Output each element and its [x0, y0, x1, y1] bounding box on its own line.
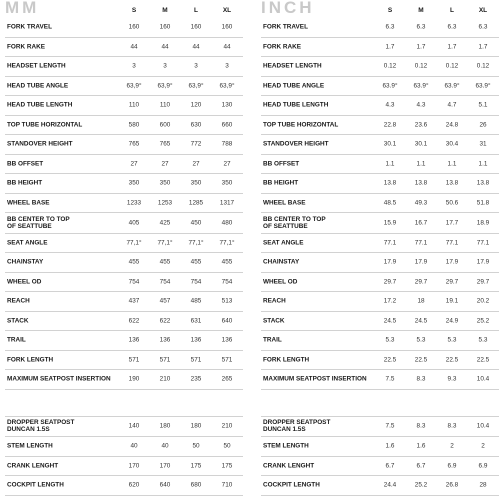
cell-value: 765: [128, 140, 140, 148]
cell-value: 180: [190, 422, 202, 430]
table-row: [5, 234, 243, 254]
cell-value: 136: [190, 336, 202, 344]
cell-value: 1233: [126, 199, 142, 207]
cell-value: 1.7: [478, 43, 488, 51]
cell-value: 63,9°: [157, 82, 173, 90]
row-label: FORK RAKE: [263, 43, 301, 51]
section-divider: [5, 390, 243, 417]
cell-value: 10.4: [476, 422, 490, 430]
cell-value: 455: [190, 258, 202, 266]
cell-value: 631: [190, 317, 202, 325]
cell-value: 3: [163, 62, 167, 70]
table-row: [5, 370, 243, 390]
cell-value: 17.7: [445, 219, 459, 227]
cell-value: 25.2: [476, 317, 490, 325]
cell-value: 24.4: [383, 481, 397, 489]
size-column-header: S: [131, 7, 137, 14]
cell-value: 513: [221, 297, 233, 305]
cell-value: 660: [221, 121, 233, 129]
row-label: BB HEIGHT: [263, 179, 299, 187]
cell-value: 63.9°: [475, 82, 491, 90]
cell-value: 571: [128, 356, 140, 364]
row-label: MAXIMUM SEATPOST INSERTION: [7, 375, 111, 383]
cell-value: 16.7: [414, 219, 428, 227]
row-label: WHEEL OD: [263, 278, 298, 286]
cell-value: 1.6: [416, 442, 426, 450]
table-row: [5, 437, 243, 457]
table-row: [5, 292, 243, 312]
cell-value: 29.7: [414, 278, 428, 286]
row-label: REACH: [263, 297, 286, 305]
cell-value: 49.3: [414, 199, 428, 207]
cell-value: 0.12: [445, 62, 459, 70]
cell-value: 571: [221, 356, 233, 364]
unit-title: MM: [5, 0, 40, 17]
cell-value: 1.1: [385, 160, 395, 168]
table-row: [5, 18, 243, 38]
size-column-header: L: [450, 7, 454, 14]
cell-value: 40: [161, 442, 169, 450]
cell-value: 136: [159, 336, 171, 344]
table-row: [261, 457, 499, 477]
cell-value: 235: [190, 375, 202, 383]
cell-value: 140: [128, 422, 140, 430]
cell-value: 13.8: [445, 179, 459, 187]
cell-value: 2: [450, 442, 454, 450]
cell-value: 455: [159, 258, 171, 266]
cell-value: 4.3: [385, 101, 395, 109]
table-row: [5, 476, 243, 496]
cell-value: 17.9: [414, 258, 428, 266]
mm-geometry-table: [5, 0, 243, 496]
cell-value: 772: [190, 140, 202, 148]
row-label: WHEEL BASE: [263, 199, 306, 207]
row-label: CHAINSTAY: [263, 258, 300, 266]
table-row: [261, 116, 499, 136]
row-label: STEM LENGTH: [7, 442, 53, 450]
size-column-header: S: [387, 7, 393, 14]
table-row: [5, 96, 243, 116]
row-label: HEAD TUBE LENGTH: [263, 101, 329, 109]
cell-value: 27: [161, 160, 169, 168]
row-label: COCKPIT LENGTH: [7, 481, 64, 489]
cell-value: 5.3: [478, 336, 488, 344]
cell-value: 485: [190, 297, 202, 305]
row-label: DROPPER SEATPOST DUNCAN 1.5S: [263, 419, 331, 434]
cell-value: 640: [221, 317, 233, 325]
inch-geometry-table: [261, 0, 499, 496]
cell-value: 405: [128, 219, 140, 227]
row-label: WHEEL BASE: [7, 199, 50, 207]
cell-value: 63,9°: [219, 82, 235, 90]
table-row: [261, 174, 499, 194]
cell-value: 788: [221, 140, 233, 148]
table-row: [261, 194, 499, 214]
table-row: [5, 77, 243, 97]
table-row: [5, 457, 243, 477]
cell-value: 571: [159, 356, 171, 364]
table-row: [261, 155, 499, 175]
table-row: [261, 77, 499, 97]
cell-value: 48.5: [383, 199, 397, 207]
cell-value: 754: [128, 278, 140, 286]
cell-value: 27: [192, 160, 200, 168]
cell-value: 63,9°: [126, 82, 142, 90]
cell-value: 120: [190, 101, 202, 109]
row-label: HEAD TUBE ANGLE: [263, 82, 325, 90]
row-label: REACH: [7, 297, 30, 305]
cell-value: 30.1: [383, 140, 397, 148]
size-column-header: XL: [222, 7, 232, 14]
row-label: TRAIL: [263, 336, 282, 344]
cell-value: 63.9°: [413, 82, 429, 90]
cell-value: 350: [221, 179, 233, 187]
cell-value: 50.6: [445, 199, 459, 207]
cell-value: 29.7: [383, 278, 397, 286]
cell-value: 2: [481, 442, 485, 450]
cell-value: 77.1: [476, 239, 490, 247]
row-label: BB HEIGHT: [7, 179, 43, 187]
row-label: STEM LENGTH: [263, 442, 309, 450]
cell-value: 210: [159, 375, 171, 383]
size-column-header: M: [418, 7, 424, 14]
cell-value: 136: [128, 336, 140, 344]
row-label: FORK LENGTH: [263, 356, 310, 364]
table-row: [5, 213, 243, 234]
cell-value: 19.1: [445, 297, 459, 305]
cell-value: 13.8: [414, 179, 428, 187]
table-row: [5, 417, 243, 438]
cell-value: 77.1: [414, 239, 428, 247]
table-row: [5, 351, 243, 371]
cell-value: 63,9°: [188, 82, 204, 90]
cell-value: 6.3: [416, 23, 426, 31]
row-label: SEAT ANGLE: [7, 239, 48, 247]
cell-value: 77,1°: [157, 239, 173, 247]
section-divider: [261, 390, 499, 417]
cell-value: 77,1°: [188, 239, 204, 247]
table-row: [261, 331, 499, 351]
row-label: CRANK LENGHT: [263, 462, 315, 470]
table-row: [261, 292, 499, 312]
table-row: [261, 96, 499, 116]
row-label: CHAINSTAY: [7, 258, 44, 266]
cell-value: 455: [128, 258, 140, 266]
cell-value: 620: [128, 481, 140, 489]
cell-value: 24.9: [445, 317, 459, 325]
cell-value: 580: [128, 121, 140, 129]
cell-value: 29.7: [476, 278, 490, 286]
cell-value: 175: [221, 462, 233, 470]
cell-value: 6.7: [385, 462, 395, 470]
row-label: FORK LENGTH: [7, 356, 54, 364]
cell-value: 1.1: [478, 160, 488, 168]
cell-value: 26: [479, 121, 487, 129]
cell-value: 51.8: [476, 199, 490, 207]
table-row: [261, 476, 499, 496]
cell-value: 13.8: [383, 179, 397, 187]
table-header: [5, 0, 243, 18]
row-label: BB OFFSET: [263, 160, 300, 168]
cell-value: 3: [132, 62, 136, 70]
cell-value: 0.12: [414, 62, 428, 70]
row-label: FORK TRAVEL: [7, 23, 52, 31]
cell-value: 170: [159, 462, 171, 470]
size-column-header: XL: [478, 7, 488, 14]
row-label: BB CENTER TO TOP OF SEATTUBE: [7, 215, 70, 230]
cell-value: 1.7: [416, 43, 426, 51]
cell-value: 0.12: [476, 62, 490, 70]
cell-value: 210: [221, 422, 233, 430]
cell-value: 110: [128, 101, 140, 109]
row-label: STANDOVER HEIGHT: [7, 140, 73, 148]
cell-value: 3: [225, 62, 229, 70]
cell-value: 40: [130, 442, 138, 450]
cell-value: 18.9: [476, 219, 490, 227]
cell-value: 190: [128, 375, 140, 383]
cell-value: 44: [130, 43, 138, 51]
row-label: CRANK LENGHT: [7, 462, 59, 470]
cell-value: 13.8: [476, 179, 490, 187]
table-row: [261, 234, 499, 254]
cell-value: 6.3: [478, 23, 488, 31]
table-row: [5, 57, 243, 77]
cell-value: 77,1°: [219, 239, 235, 247]
table-row: [261, 351, 499, 371]
cell-value: 350: [190, 179, 202, 187]
row-label: HEAD TUBE LENGTH: [7, 101, 73, 109]
table-row: [261, 213, 499, 234]
row-label: FORK RAKE: [7, 43, 45, 51]
cell-value: 160: [190, 23, 202, 31]
row-label: HEAD TUBE ANGLE: [7, 82, 69, 90]
cell-value: 77.1: [445, 239, 459, 247]
cell-value: 9.3: [447, 375, 457, 383]
cell-value: 160: [221, 23, 233, 31]
cell-value: 30.1: [414, 140, 428, 148]
cell-value: 350: [159, 179, 171, 187]
cell-value: 571: [190, 356, 202, 364]
cell-value: 63.9°: [382, 82, 398, 90]
cell-value: 622: [128, 317, 140, 325]
table-row: [5, 194, 243, 214]
cell-value: 5.1: [478, 101, 488, 109]
cell-value: 1.1: [447, 160, 457, 168]
cell-value: 22.5: [476, 356, 490, 364]
table-row: [5, 273, 243, 293]
cell-value: 457: [159, 297, 171, 305]
cell-value: 31: [479, 140, 487, 148]
cell-value: 455: [221, 258, 233, 266]
cell-value: 27: [223, 160, 231, 168]
table-row: [5, 174, 243, 194]
cell-value: 754: [221, 278, 233, 286]
cell-value: 1253: [157, 199, 173, 207]
cell-value: 265: [221, 375, 233, 383]
table-row: [261, 370, 499, 390]
cell-value: 6.7: [416, 462, 426, 470]
cell-value: 25.2: [414, 481, 428, 489]
row-label: TOP TUBE HORIZONTAL: [263, 121, 339, 129]
cell-value: 77,1°: [126, 239, 142, 247]
cell-value: 1.6: [385, 442, 395, 450]
cell-value: 50: [192, 442, 200, 450]
cell-value: 30.4: [445, 140, 459, 148]
cell-value: 765: [159, 140, 171, 148]
cell-value: 44: [192, 43, 200, 51]
cell-value: 754: [159, 278, 171, 286]
table-row: [5, 135, 243, 155]
cell-value: 450: [190, 219, 202, 227]
row-label: DROPPER SEATPOST DUNCAN 1.5S: [7, 419, 75, 434]
cell-value: 29.7: [445, 278, 459, 286]
row-label: STACK: [7, 317, 29, 325]
row-label: MAXIMUM SEATPOST INSERTION: [263, 375, 367, 383]
row-label: STACK: [263, 317, 285, 325]
cell-value: 22.8: [383, 121, 397, 129]
cell-value: 5.3: [447, 336, 457, 344]
cell-value: 27: [130, 160, 138, 168]
cell-value: 6.3: [447, 23, 457, 31]
table-row: [261, 437, 499, 457]
cell-value: 6.9: [478, 462, 488, 470]
cell-value: 20.2: [476, 297, 490, 305]
cell-value: 23.6: [414, 121, 428, 129]
cell-value: 170: [128, 462, 140, 470]
row-label: BB OFFSET: [7, 160, 44, 168]
cell-value: 10.4: [476, 375, 490, 383]
row-label: COCKPIT LENGTH: [263, 481, 320, 489]
cell-value: 710: [221, 481, 233, 489]
table-row: [261, 18, 499, 38]
cell-value: 50: [223, 442, 231, 450]
row-label: TOP TUBE HORIZONTAL: [7, 121, 83, 129]
table-row: [261, 253, 499, 273]
cell-value: 1.7: [385, 43, 395, 51]
cell-value: 160: [159, 23, 171, 31]
cell-value: 437: [128, 297, 140, 305]
table-row: [5, 253, 243, 273]
table-header: [261, 0, 499, 18]
cell-value: 175: [190, 462, 202, 470]
cell-value: 7.5: [385, 375, 395, 383]
cell-value: 180: [159, 422, 171, 430]
cell-value: 754: [190, 278, 202, 286]
cell-value: 15.9: [383, 219, 397, 227]
cell-value: 63.9°: [444, 82, 460, 90]
cell-value: 1285: [188, 199, 204, 207]
row-label: STANDOVER HEIGHT: [263, 140, 329, 148]
row-label: WHEEL OD: [7, 278, 42, 286]
cell-value: 350: [128, 179, 140, 187]
table-row: [5, 155, 243, 175]
cell-value: 8.3: [447, 422, 457, 430]
cell-value: 630: [190, 121, 202, 129]
cell-value: 5.3: [416, 336, 426, 344]
cell-value: 136: [221, 336, 233, 344]
cell-value: 44: [223, 43, 231, 51]
row-label: HEADSET LENGTH: [263, 62, 322, 70]
cell-value: 5.3: [385, 336, 395, 344]
row-label: HEADSET LENGTH: [7, 62, 66, 70]
cell-value: 44: [161, 43, 169, 51]
cell-value: 22.5: [414, 356, 428, 364]
cell-value: 0.12: [383, 62, 397, 70]
table-row: [5, 312, 243, 332]
size-column-header: M: [162, 7, 168, 14]
cell-value: 6.3: [385, 23, 395, 31]
table-row: [261, 273, 499, 293]
cell-value: 680: [190, 481, 202, 489]
table-row: [261, 57, 499, 77]
cell-value: 24.8: [445, 121, 459, 129]
row-label: BB CENTER TO TOP OF SEATTUBE: [263, 215, 326, 230]
cell-value: 17.9: [383, 258, 397, 266]
cell-value: 24.5: [414, 317, 428, 325]
table-row: [261, 417, 499, 438]
cell-value: 640: [159, 481, 171, 489]
cell-value: 160: [128, 23, 140, 31]
size-column-header: L: [194, 7, 198, 14]
cell-value: 480: [221, 219, 233, 227]
cell-value: 110: [159, 101, 171, 109]
cell-value: 18: [417, 297, 425, 305]
cell-value: 26.8: [445, 481, 459, 489]
cell-value: 8.3: [416, 375, 426, 383]
cell-value: 22.5: [383, 356, 397, 364]
cell-value: 3: [194, 62, 198, 70]
table-row: [261, 135, 499, 155]
cell-value: 17.2: [383, 297, 397, 305]
row-label: TRAIL: [7, 336, 26, 344]
cell-value: 22.5: [445, 356, 459, 364]
cell-value: 6.9: [447, 462, 457, 470]
table-row: [5, 116, 243, 136]
cell-value: 130: [221, 101, 233, 109]
cell-value: 4.3: [416, 101, 426, 109]
cell-value: 24.5: [383, 317, 397, 325]
table-row: [5, 331, 243, 351]
row-label: SEAT ANGLE: [263, 239, 304, 247]
unit-title: INCH: [261, 0, 315, 17]
table-row: [261, 38, 499, 58]
cell-value: 1.7: [447, 43, 457, 51]
row-label: FORK TRAVEL: [263, 23, 308, 31]
cell-value: 1317: [219, 199, 235, 207]
cell-value: 600: [159, 121, 171, 129]
cell-value: 77.1: [383, 239, 397, 247]
cell-value: 622: [159, 317, 171, 325]
cell-value: 425: [159, 219, 171, 227]
cell-value: 8.3: [416, 422, 426, 430]
cell-value: 1.1: [416, 160, 426, 168]
cell-value: 17.9: [445, 258, 459, 266]
cell-value: 4.7: [447, 101, 457, 109]
cell-value: 7.5: [385, 422, 395, 430]
cell-value: 28: [479, 481, 487, 489]
cell-value: 17.9: [476, 258, 490, 266]
table-row: [5, 38, 243, 58]
table-row: [261, 312, 499, 332]
